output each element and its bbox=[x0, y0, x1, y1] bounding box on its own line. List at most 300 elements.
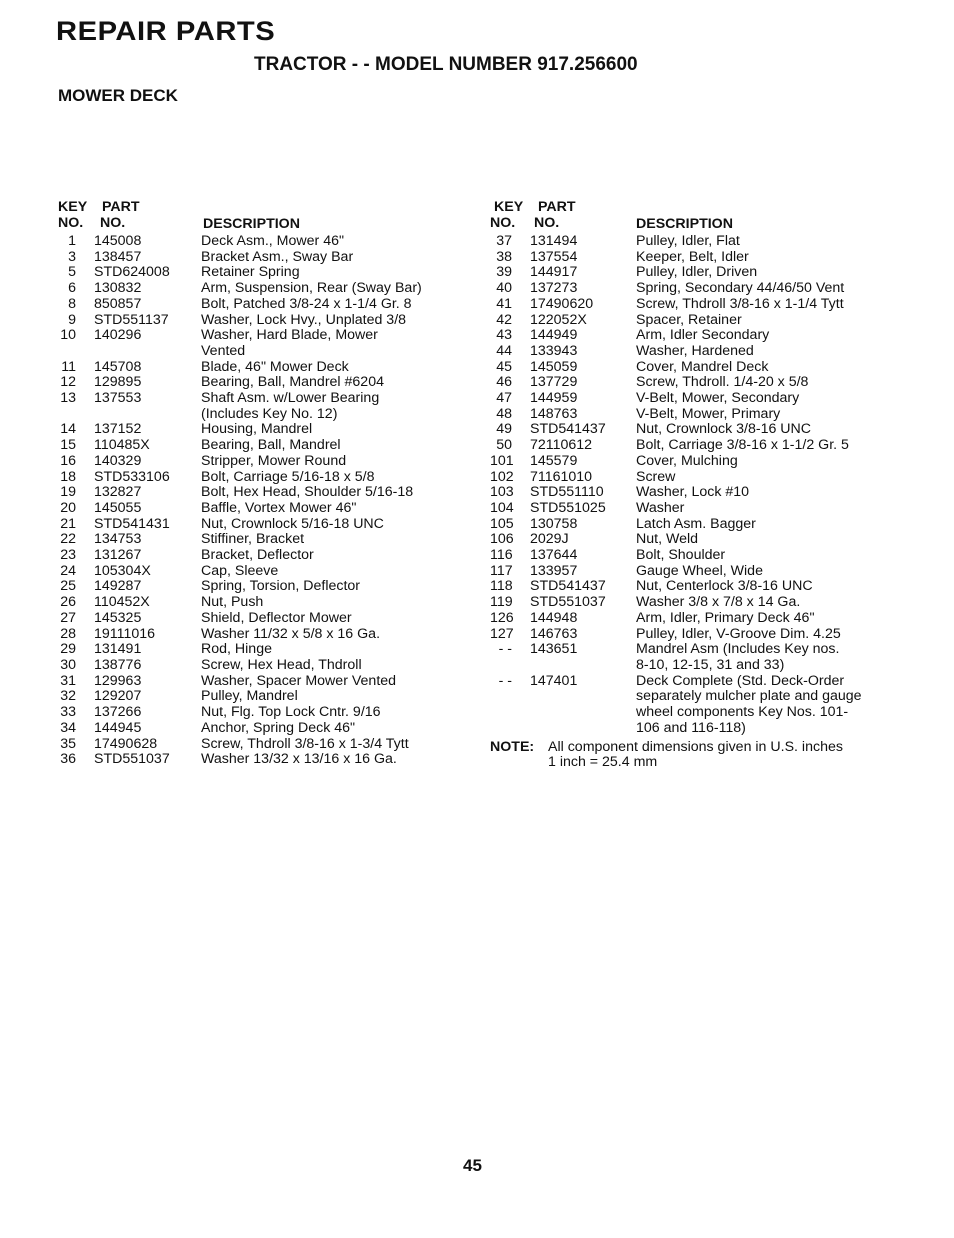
description bbox=[201, 375, 456, 391]
key-no: 10 bbox=[60, 327, 76, 344]
description-line: Washer 11/32 x 5/8 x 16 Ga. bbox=[201, 625, 381, 642]
key-no: 21 bbox=[60, 515, 76, 532]
key-no: 106 bbox=[490, 531, 514, 548]
key-no: 18 bbox=[60, 468, 76, 485]
part-no: 145059 bbox=[530, 358, 578, 375]
table-row bbox=[490, 485, 900, 501]
part-no: 144945 bbox=[94, 719, 142, 736]
description-line: Washer, Hardened bbox=[636, 342, 754, 359]
key-no: 22 bbox=[60, 531, 76, 548]
description-line: Screw, Thdroll 3/8-16 x 1-3/4 Tytt bbox=[201, 735, 409, 752]
key-no: - - bbox=[498, 641, 512, 658]
description bbox=[201, 265, 456, 281]
description bbox=[636, 470, 898, 486]
table-row bbox=[56, 627, 456, 643]
page-number: 45 bbox=[463, 1156, 482, 1175]
part-no: 144959 bbox=[530, 390, 578, 407]
table-row bbox=[56, 674, 456, 690]
table-row bbox=[56, 297, 456, 313]
key-no: 32 bbox=[60, 688, 76, 705]
description-line: Screw, Thdroll. 1/4-20 x 5/8 bbox=[636, 374, 809, 391]
description-line: Arm, Suspension, Rear (Sway Bar) bbox=[201, 280, 422, 297]
note-line: 1 inch = 25.4 mm bbox=[548, 754, 658, 771]
table-row bbox=[490, 313, 900, 329]
note-text bbox=[548, 740, 843, 771]
description bbox=[636, 564, 898, 580]
table-row bbox=[56, 532, 456, 548]
parts-rows-left bbox=[56, 234, 456, 768]
table-row bbox=[56, 391, 456, 422]
description bbox=[636, 422, 898, 438]
key-no: 28 bbox=[60, 625, 76, 642]
description-line: Baffle, Vortex Mower 46" bbox=[201, 499, 357, 516]
description bbox=[636, 548, 898, 564]
description bbox=[201, 281, 456, 297]
key-no: 45 bbox=[496, 358, 512, 375]
part-no: 149287 bbox=[94, 578, 142, 595]
description bbox=[201, 517, 456, 533]
description bbox=[201, 470, 456, 486]
table-row bbox=[56, 438, 456, 454]
description bbox=[636, 297, 898, 313]
description-line: Spacer, Retainer bbox=[636, 311, 742, 328]
description bbox=[636, 281, 898, 297]
key-no: 13 bbox=[60, 390, 76, 407]
description-header: DESCRIPTION bbox=[203, 216, 300, 232]
key-no: 14 bbox=[60, 421, 76, 438]
table-row bbox=[56, 611, 456, 627]
part-no: 137266 bbox=[94, 704, 142, 721]
description bbox=[636, 438, 898, 454]
description bbox=[636, 313, 898, 329]
description bbox=[636, 265, 898, 281]
part-no: 137553 bbox=[94, 390, 142, 407]
table-row bbox=[490, 265, 900, 281]
table-row bbox=[490, 438, 900, 454]
description bbox=[201, 360, 456, 376]
description-line: Bolt, Carriage 5/16-18 x 5/8 bbox=[201, 468, 375, 485]
part-no: 129207 bbox=[94, 688, 142, 705]
part-no: 850857 bbox=[94, 295, 142, 312]
key-header: KEY bbox=[494, 199, 524, 215]
part-no: 17490628 bbox=[94, 735, 158, 752]
key-no: 50 bbox=[496, 437, 512, 454]
description bbox=[636, 532, 898, 548]
key-no: 9 bbox=[68, 311, 76, 328]
key-no: 36 bbox=[60, 751, 76, 768]
description-line: Washer bbox=[636, 499, 685, 516]
description-line: V-Belt, Mower, Primary bbox=[636, 405, 781, 422]
key-no: 48 bbox=[496, 405, 512, 422]
key-no: 1 bbox=[68, 233, 76, 249]
key-no: 39 bbox=[496, 264, 512, 281]
part-no: STD541437 bbox=[530, 421, 606, 438]
part-no: 122052X bbox=[530, 311, 587, 328]
key-no: 15 bbox=[60, 437, 76, 454]
description bbox=[636, 407, 898, 423]
key-no: 41 bbox=[496, 295, 512, 312]
description-line: Keeper, Belt, Idler bbox=[636, 248, 749, 265]
table-row bbox=[490, 328, 900, 344]
table-row bbox=[56, 579, 456, 595]
description bbox=[636, 485, 898, 501]
key-no: 34 bbox=[60, 719, 76, 736]
part-no: 133957 bbox=[530, 562, 578, 579]
part-no: STD624008 bbox=[94, 264, 170, 281]
table-row bbox=[490, 344, 900, 360]
column-header bbox=[490, 200, 900, 234]
description-line: Spring, Torsion, Deflector bbox=[201, 578, 361, 595]
table-row bbox=[490, 611, 900, 627]
key-no: 126 bbox=[490, 609, 514, 626]
description-line: 106 and 116-118) bbox=[636, 719, 746, 736]
key-no: 44 bbox=[496, 342, 512, 359]
description-line: Cover, Mandrel Deck bbox=[636, 358, 769, 375]
description-line: Screw bbox=[636, 468, 676, 485]
part-no-header: NO. bbox=[534, 215, 560, 231]
description-line: Bolt, Patched 3/8-24 x 1-1/4 Gr. 8 bbox=[201, 295, 412, 312]
description-line: Rod, Hinge bbox=[201, 641, 272, 658]
description bbox=[201, 532, 456, 548]
section-heading: MOWER DECK bbox=[58, 86, 178, 105]
table-row bbox=[490, 281, 900, 297]
table-row bbox=[490, 375, 900, 391]
part-no: 130832 bbox=[94, 280, 142, 297]
table-row bbox=[490, 297, 900, 313]
key-no: 118 bbox=[490, 578, 513, 595]
description-line: (Includes Key No. 12) bbox=[201, 405, 338, 422]
table-row bbox=[56, 689, 456, 705]
description bbox=[201, 658, 456, 674]
description-line: 8-10, 12-15, 31 and 33) bbox=[636, 656, 785, 673]
description-line: Nut, Centerlock 3/8-16 UNC bbox=[636, 578, 813, 595]
description bbox=[636, 344, 898, 360]
description-line: Nut, Push bbox=[201, 594, 264, 611]
description-line: Arm, Idler Secondary bbox=[636, 327, 770, 344]
description-line: Bracket Asm., Sway Bar bbox=[201, 248, 354, 265]
key-no: 25 bbox=[60, 578, 76, 595]
description bbox=[636, 674, 898, 737]
description-line: Gauge Wheel, Wide bbox=[636, 562, 763, 579]
description-line: Washer, Lock Hvy., Unplated 3/8 bbox=[201, 311, 407, 328]
description bbox=[636, 375, 898, 391]
table-row bbox=[56, 234, 456, 250]
part-no: 144948 bbox=[530, 609, 578, 626]
parts-rows-right bbox=[490, 234, 900, 737]
description-line: Bolt, Hex Head, Shoulder 5/16-18 bbox=[201, 484, 414, 501]
description-line: Shield, Deflector Mower bbox=[201, 609, 352, 626]
key-no: 24 bbox=[60, 562, 76, 579]
description-line: Washer, Lock #10 bbox=[636, 484, 750, 501]
table-row bbox=[490, 360, 900, 376]
description-line: Blade, 46" Mower Deck bbox=[201, 358, 349, 375]
description-line: Housing, Mandrel bbox=[201, 421, 313, 438]
description bbox=[636, 391, 898, 407]
key-no: 104 bbox=[490, 499, 514, 516]
table-row bbox=[56, 752, 456, 768]
table-row bbox=[56, 281, 456, 297]
table-row bbox=[56, 454, 456, 470]
table-row bbox=[490, 422, 900, 438]
description-line: Washer, Spacer Mower Vented bbox=[201, 672, 397, 689]
part-no: 134753 bbox=[94, 531, 142, 548]
key-no: 11 bbox=[61, 358, 76, 375]
table-row bbox=[490, 548, 900, 564]
description bbox=[636, 595, 898, 611]
table-row bbox=[56, 705, 456, 721]
description bbox=[201, 548, 456, 564]
key-no-header: NO. bbox=[490, 215, 516, 231]
part-no: STD533106 bbox=[94, 468, 170, 485]
part-no: 144917 bbox=[530, 264, 578, 281]
part-no: 147401 bbox=[530, 672, 578, 689]
part-no-header: NO. bbox=[100, 215, 126, 231]
description bbox=[636, 234, 898, 250]
description bbox=[636, 454, 898, 470]
description bbox=[636, 328, 898, 344]
table-row bbox=[56, 642, 456, 658]
description bbox=[201, 642, 456, 658]
part-no: STD551025 bbox=[530, 499, 606, 516]
part-no: 17490620 bbox=[530, 295, 594, 312]
key-no-header: NO. bbox=[58, 215, 84, 231]
parts-list-right bbox=[490, 200, 900, 771]
description-line: Cover, Mulching bbox=[636, 452, 738, 469]
part-no: STD551037 bbox=[530, 594, 606, 611]
description-line: Bracket, Deflector bbox=[201, 547, 314, 564]
description bbox=[201, 674, 456, 690]
part-no: 145055 bbox=[94, 499, 142, 516]
table-row bbox=[56, 375, 456, 391]
key-no: 37 bbox=[496, 233, 512, 249]
description-line: Latch Asm. Bagger bbox=[636, 515, 756, 532]
description-line: Nut, Flg. Top Lock Cntr. 9/16 bbox=[201, 704, 381, 721]
key-no: 33 bbox=[60, 704, 76, 721]
description-line: Pulley, Idler, Flat bbox=[636, 233, 740, 249]
description-line: Bolt, Carriage 3/8-16 x 1-1/2 Gr. 5 bbox=[636, 437, 849, 454]
part-no: 131267 bbox=[94, 547, 142, 564]
key-no: 127 bbox=[490, 625, 514, 642]
description bbox=[201, 297, 456, 313]
description bbox=[201, 485, 456, 501]
key-header: KEY bbox=[58, 199, 88, 215]
key-no: 26 bbox=[60, 594, 76, 611]
table-row bbox=[56, 328, 456, 359]
key-no: 101 bbox=[490, 452, 514, 469]
part-no: STD551110 bbox=[530, 484, 604, 501]
description bbox=[201, 721, 456, 737]
description bbox=[201, 234, 456, 250]
key-no: 35 bbox=[60, 735, 76, 752]
part-no: 138776 bbox=[94, 656, 142, 673]
description-line: Spring, Secondary 44/46/50 Vent bbox=[636, 280, 845, 297]
description-line: Pulley, Idler, V-Groove Dim. 4.25 bbox=[636, 625, 841, 642]
part-no: 133943 bbox=[530, 342, 578, 359]
description-line: Screw, Thdroll 3/8-16 x 1-1/4 Tytt bbox=[636, 295, 844, 312]
key-no: 16 bbox=[60, 452, 76, 469]
table-row bbox=[490, 595, 900, 611]
description-line: Stripper, Mower Round bbox=[201, 452, 347, 469]
description-line: Deck Asm., Mower 46" bbox=[201, 233, 345, 249]
key-no: - - bbox=[498, 672, 512, 689]
part-no: 138457 bbox=[94, 248, 142, 265]
table-row bbox=[56, 548, 456, 564]
part-no: 144949 bbox=[530, 327, 578, 344]
key-no: 20 bbox=[60, 499, 76, 516]
table-row bbox=[490, 517, 900, 533]
part-no: 131494 bbox=[530, 233, 578, 249]
part-header: PART bbox=[102, 199, 140, 215]
part-no: 140329 bbox=[94, 452, 142, 469]
key-no: 46 bbox=[496, 374, 512, 391]
part-header: PART bbox=[538, 199, 576, 215]
table-row bbox=[56, 470, 456, 486]
part-no: 110485X bbox=[94, 437, 150, 454]
part-no: STD541431 bbox=[94, 515, 170, 532]
key-no: 119 bbox=[490, 594, 513, 611]
description bbox=[201, 328, 456, 359]
description-line: Vented bbox=[201, 342, 246, 359]
description bbox=[201, 752, 456, 768]
description-line: Pulley, Mandrel bbox=[201, 688, 298, 705]
description-line: Pulley, Idler, Driven bbox=[636, 264, 758, 281]
description-line: Bearing, Ball, Mandrel #6204 bbox=[201, 374, 384, 391]
table-row bbox=[56, 422, 456, 438]
part-no: 143651 bbox=[530, 641, 578, 658]
description-line: wheel components Key Nos. 101- bbox=[636, 704, 849, 721]
part-no: STD541437 bbox=[530, 578, 606, 595]
part-no: STD551137 bbox=[94, 311, 169, 328]
description-line: Retainer Spring bbox=[201, 264, 300, 281]
description bbox=[201, 454, 456, 470]
description bbox=[636, 642, 898, 673]
description bbox=[201, 689, 456, 705]
table-row bbox=[56, 485, 456, 501]
description bbox=[201, 501, 456, 517]
part-no: 19111016 bbox=[94, 625, 156, 642]
table-row bbox=[490, 532, 900, 548]
part-no: STD551037 bbox=[94, 751, 170, 768]
table-row bbox=[56, 595, 456, 611]
description-line: Cap, Sleeve bbox=[201, 562, 279, 579]
model-subtitle: TRACTOR - - MODEL NUMBER 917.256600 bbox=[254, 54, 638, 75]
table-row bbox=[490, 407, 900, 423]
description-line: Washer 13/32 x 13/16 x 16 Ga. bbox=[201, 751, 397, 768]
part-no: 137152 bbox=[94, 421, 142, 438]
description-line: Nut, Crownlock 3/8-16 UNC bbox=[636, 421, 812, 438]
page-title: REPAIR PARTS bbox=[56, 16, 276, 46]
table-row bbox=[56, 501, 456, 517]
part-no: 129963 bbox=[94, 672, 142, 689]
table-row bbox=[56, 517, 456, 533]
description-line: Shaft Asm. w/Lower Bearing bbox=[201, 390, 380, 407]
part-no: 137554 bbox=[530, 248, 578, 265]
key-no: 19 bbox=[60, 484, 76, 501]
key-no: 5 bbox=[68, 264, 76, 281]
part-no: 2029J bbox=[530, 531, 569, 548]
part-no: 145008 bbox=[94, 233, 142, 249]
key-no: 27 bbox=[60, 609, 76, 626]
table-row bbox=[490, 674, 900, 737]
description-line: Mandrel Asm (Includes Key nos. bbox=[636, 641, 840, 658]
table-row bbox=[490, 642, 900, 673]
description bbox=[201, 579, 456, 595]
table-row bbox=[56, 360, 456, 376]
key-no: 47 bbox=[496, 390, 512, 407]
key-no: 103 bbox=[490, 484, 514, 501]
part-no: 145708 bbox=[94, 358, 142, 375]
part-no: 137729 bbox=[530, 374, 578, 391]
description bbox=[636, 517, 898, 533]
table-row bbox=[490, 234, 900, 250]
table-row bbox=[56, 721, 456, 737]
description bbox=[201, 627, 456, 643]
table-row bbox=[490, 564, 900, 580]
key-no: 30 bbox=[60, 656, 76, 673]
column-header bbox=[56, 200, 456, 234]
part-no: 131491 bbox=[94, 641, 142, 658]
part-no: 145579 bbox=[530, 452, 578, 469]
key-no: 8 bbox=[68, 295, 76, 312]
description-line: Nut, Weld bbox=[636, 531, 699, 548]
key-no: 116 bbox=[490, 547, 513, 564]
description bbox=[636, 501, 898, 517]
key-no: 117 bbox=[490, 562, 513, 579]
table-row bbox=[56, 737, 456, 753]
description bbox=[201, 391, 456, 422]
key-no: 29 bbox=[60, 641, 76, 658]
key-no: 38 bbox=[496, 248, 512, 265]
part-no: 137273 bbox=[530, 280, 578, 297]
table-row bbox=[56, 265, 456, 281]
key-no: 12 bbox=[60, 374, 76, 391]
part-no: 132827 bbox=[94, 484, 142, 501]
description-line: Anchor, Spring Deck 46" bbox=[201, 719, 356, 736]
description-line: Stiffiner, Bracket bbox=[201, 531, 305, 548]
description-line: Deck Complete (Std. Deck-Order bbox=[636, 672, 845, 689]
description bbox=[201, 595, 456, 611]
description bbox=[201, 422, 456, 438]
description-line: V-Belt, Mower, Secondary bbox=[636, 390, 800, 407]
table-row bbox=[490, 579, 900, 595]
table-row bbox=[490, 391, 900, 407]
description bbox=[201, 737, 456, 753]
part-no: 137644 bbox=[530, 547, 578, 564]
description-line: Bearing, Ball, Mandrel bbox=[201, 437, 341, 454]
key-no: 102 bbox=[490, 468, 514, 485]
description-header: DESCRIPTION bbox=[636, 216, 733, 232]
part-no: 130758 bbox=[530, 515, 578, 532]
table-row bbox=[56, 313, 456, 329]
key-no: 40 bbox=[496, 280, 512, 297]
key-no: 23 bbox=[60, 547, 76, 564]
description bbox=[636, 250, 898, 266]
table-row bbox=[56, 250, 456, 266]
part-no: 105304X bbox=[94, 562, 151, 579]
description bbox=[636, 579, 898, 595]
part-no: 146763 bbox=[530, 625, 578, 642]
description-line: Washer 3/8 x 7/8 x 14 Ga. bbox=[636, 594, 801, 611]
table-row bbox=[490, 470, 900, 486]
description-line: Nut, Crownlock 5/16-18 UNC bbox=[201, 515, 384, 532]
description bbox=[201, 250, 456, 266]
table-row bbox=[490, 454, 900, 470]
description-line: Bolt, Shoulder bbox=[636, 547, 726, 564]
description bbox=[201, 611, 456, 627]
description bbox=[201, 313, 456, 329]
part-no: 71161010 bbox=[530, 468, 593, 485]
key-no: 105 bbox=[490, 515, 514, 532]
